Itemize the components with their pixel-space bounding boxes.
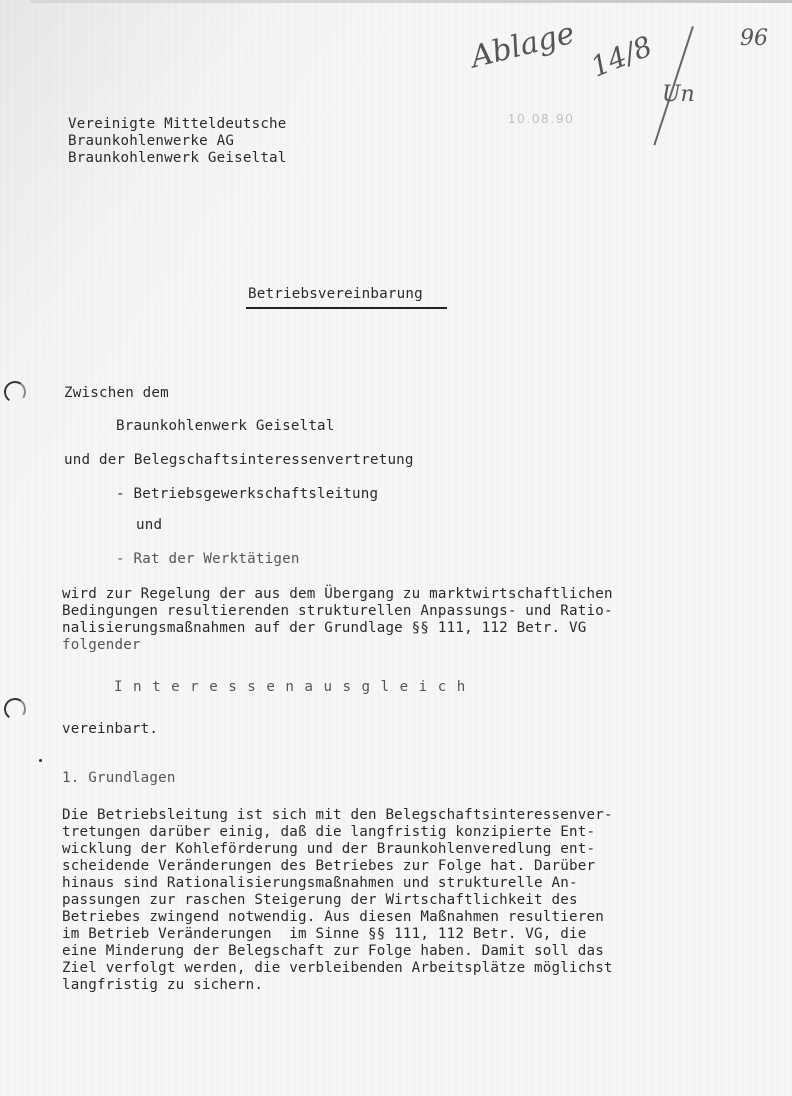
preamble-line-2: Bedingungen resultierenden strukturellen Anpassungs- und Ratio- [62,603,613,619]
party-employer: Braunkohlenwerk Geiseltal [116,418,335,434]
received-stamp: 10.08.90 [508,111,575,126]
scan-speck [39,759,42,762]
and-label: und [136,517,163,533]
hole-punch-top [2,379,27,404]
sender-line-2: Braunkohlenwerke AG [68,133,235,149]
hole-punch-middle [2,696,27,721]
section-1-line-3: wicklung der Kohleförderung und der Braunkohlenveredlung ent- [62,841,596,857]
section-1-line-7: Betriebes zwingend notwendig. Aus diesen Maßnahmen resultieren [62,909,604,925]
section-1-line-2: tretungen darüber einig, daß die langfristig konzipierte Ent- [62,824,596,840]
section-1-line-8: im Betrieb Veränderungen im Sinne §§ 111, 112 Betr. VG, die [62,926,587,942]
handwritten-initial: Un [662,82,695,107]
section-1-line-11: langfristig zu sichern. [62,977,264,993]
section-1-line-1: Die Betriebsleitung ist sich mit den Belegschaftsinteressenver- [62,807,613,823]
sender-line-3: Braunkohlenwerk Geiseltal [68,150,287,166]
agreement-term: Interessenausgleich [114,679,476,695]
handwritten-ablage-note: Ablage [467,15,578,76]
section-1-line-4: scheidende Veränderungen des Betriebes zur Folge hat. Darüber [62,858,596,874]
scan-top-edge [30,0,792,3]
section-1-line-9: eine Minderung der Belegschaft zur Folge haben. Damit soll das [62,943,604,959]
and-the-label: und der Belegschaftsinteressenvertretung [64,452,414,468]
handwritten-date-note: 14/8 [586,29,657,84]
section-1-line-5: hinaus sind Rationalisierungsmaßnahmen und strukturelle An- [62,875,578,891]
agreed-label: vereinbart. [62,721,159,737]
title-underline [246,307,447,309]
section-1-line-6: passungen zur raschen Steigerung der Wirtschaftlichkeit des [62,892,578,908]
party-rep-union: - Betriebsgewerkschaftsleitung [116,486,379,502]
page-number: 96 [740,26,768,51]
preamble-line-4: folgender [62,637,141,653]
between-label: Zwischen dem [64,385,169,401]
sender-line-1: Vereinigte Mitteldeutsche [68,116,287,132]
preamble-line-3: nalisierungsmaßnahmen auf der Grundlage §§ 111, 112 Betr. VG [62,620,587,636]
party-rep-council: - Rat der Werktätigen [116,551,300,567]
document-title: Betriebsvereinbarung [248,286,423,302]
section-1-heading: 1. Grundlagen [62,770,176,786]
section-1-line-10: Ziel verfolgt werden, die verbleibenden Arbeitsplätze möglichst [62,960,613,976]
preamble-line-1: wird zur Regelung der aus dem Übergang zu marktwirtschaftlichen [62,586,613,602]
